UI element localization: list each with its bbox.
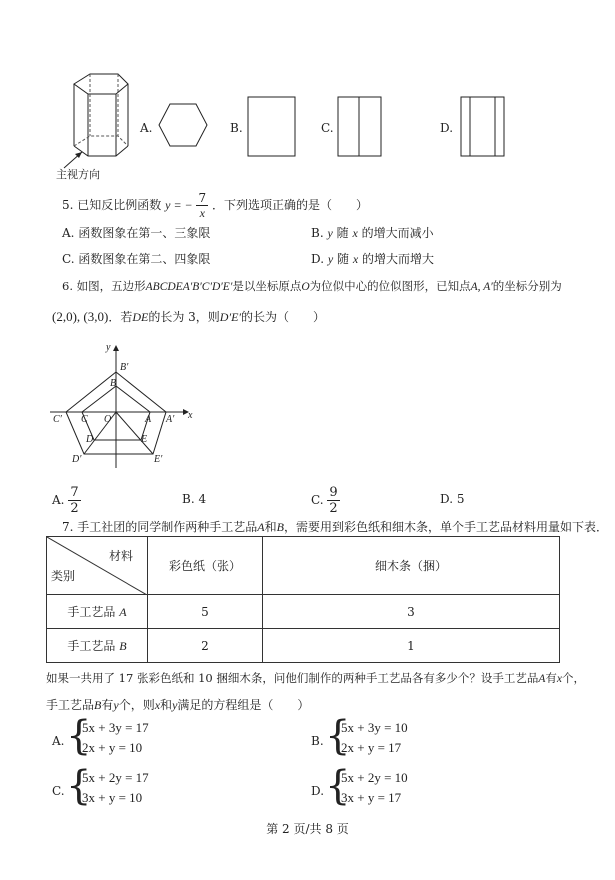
q5-fraction-denominator: x xyxy=(199,206,205,220)
q6-segment-dpep: D′E′ xyxy=(219,310,242,324)
graph-label-dp: D′ xyxy=(72,454,82,465)
graph-label-x: x xyxy=(188,410,193,421)
q6-text-f: 的长为 3，则 xyxy=(148,310,220,324)
q5-function-fraction xyxy=(196,192,208,219)
q7-option-b-eq1: 5x + 3y = 10 xyxy=(341,720,408,735)
q7-option-d-eq2: 3x + y = 17 xyxy=(341,790,402,805)
q6-text-b: 是以坐标原点 xyxy=(232,279,302,293)
q5-fraction-numerator: 7 xyxy=(198,191,207,205)
q6-option-a xyxy=(52,486,81,515)
q7-stem xyxy=(62,518,608,535)
q6-text-d: 的坐标分别为 xyxy=(492,279,562,293)
page-footer: 第 2 页/共 8 页 xyxy=(266,822,349,836)
q7-option-d-letter: D. xyxy=(311,784,325,798)
corner-diagonal xyxy=(47,537,147,595)
table-header-wood: 细木条（捆） xyxy=(263,537,560,595)
q7-text-a: 手工社团的同学制作两种手工艺品 xyxy=(77,520,258,534)
graph-label-a: A xyxy=(145,414,152,425)
q6-stem-line2 xyxy=(52,308,325,325)
q6-option-d xyxy=(440,492,464,506)
row-label-text: 手工艺品 xyxy=(67,605,116,619)
table-row xyxy=(47,595,560,629)
q7-after2-text-d: 和 xyxy=(160,698,173,712)
q5-option-a xyxy=(62,224,210,241)
q4-option-d-rectangle xyxy=(460,96,506,158)
q7-option-c-eq1: 5x + 2y = 17 xyxy=(82,770,149,785)
q5-option-a-letter: A. xyxy=(62,226,75,240)
q7-materials-table xyxy=(46,536,560,663)
q5-option-a-text: 函数图象在第一、三象限 xyxy=(78,226,211,240)
q7-after2-var-y: y xyxy=(113,698,119,712)
q5-option-d xyxy=(311,250,434,267)
graph-label-o: O xyxy=(104,414,112,425)
q6-text-g: 的长为（ ） xyxy=(241,310,326,324)
q6-option-c-den: 2 xyxy=(329,501,338,516)
q5-option-b-text-2: 的增大而减小 xyxy=(361,226,434,240)
q5-option-d-text-1: 随 xyxy=(337,252,350,266)
graph-label-e: E xyxy=(141,434,148,445)
brace-icon: { xyxy=(66,713,92,759)
q7-option-a-eq2: 2x + y = 10 xyxy=(82,740,143,755)
table-cell: 5 xyxy=(148,595,263,629)
q7-text-c: ，需要用到彩色纸和细木条，单个手工艺品材料用量如下表． xyxy=(284,520,609,534)
q7-after2-var-y2: y xyxy=(172,698,178,712)
q5-option-b-letter: B. xyxy=(311,226,324,240)
q7-item-b: B xyxy=(276,520,284,534)
table-cell: 1 xyxy=(263,629,560,663)
q5-option-b-var-x: x xyxy=(352,226,358,240)
q5-option-d-var-x: x xyxy=(352,252,359,266)
table-corner-bottom: 类别 xyxy=(51,569,76,583)
brace-icon: { xyxy=(325,763,351,809)
q6-segment-de: DE xyxy=(132,310,149,324)
q7-after2-text-c: 个，则 xyxy=(118,698,155,712)
graph-label-ap: A′ xyxy=(166,414,175,425)
brace-icon: { xyxy=(325,713,351,759)
q5-function-lhs: y = − xyxy=(165,198,193,212)
table-row-label xyxy=(47,595,148,629)
q5-option-c-text: 函数图象在第二、四象限 xyxy=(78,252,211,266)
q4-option-c-rectangle xyxy=(337,96,383,158)
q7-after1-text-c: 个， xyxy=(562,671,586,685)
table-header-paper: 彩色纸（张） xyxy=(148,537,263,595)
q6-stem-line1 xyxy=(62,278,562,294)
q7-after1-text: 如果一共用了 17 张彩色纸和 10 捆细木条，问他们制作的两种手工艺品各有多少个？设手工艺品 xyxy=(46,671,539,685)
q5-option-c-letter: C. xyxy=(62,252,75,266)
table-corner-top: 材料 xyxy=(108,549,133,563)
q7-option-b-letter: B. xyxy=(311,734,324,748)
table-corner-cell xyxy=(47,537,148,595)
hexagonal-prism-figure xyxy=(60,68,140,180)
q7-number: 7. xyxy=(62,520,74,534)
q7-after2-text-b: 有 xyxy=(101,698,114,712)
q5-option-c xyxy=(62,250,210,267)
q7-after2-var-x2: x xyxy=(154,698,161,712)
q6-coords: (2,0), (3,0) xyxy=(52,309,109,324)
q6-text-c: 为位似中心的位似图形，已知点 xyxy=(309,279,471,293)
graph-label-y: y xyxy=(106,342,111,353)
q6-option-c-num: 9 xyxy=(329,485,338,500)
table-row xyxy=(47,629,560,663)
q7-option-c-letter: C. xyxy=(52,784,65,798)
q7-option-c-eq2: 3x + y = 10 xyxy=(82,790,143,805)
q7-after1-text-b: 有 xyxy=(545,671,557,685)
q7-after-line1 xyxy=(46,670,585,686)
q6-option-a-num: 7 xyxy=(70,485,79,500)
q6-pentagon-2: A′B′C′D′E′ xyxy=(182,281,233,293)
q7-after1-var-a: A xyxy=(538,673,546,685)
q6-option-a-den: 2 xyxy=(70,501,79,516)
q6-option-c-fraction xyxy=(327,486,339,515)
graph-label-b: B xyxy=(110,378,117,389)
q7-option-b-eq2: 2x + y = 17 xyxy=(341,740,402,755)
q6-text-a: 如图，五边形 xyxy=(76,279,146,293)
row-label-var: B xyxy=(119,639,127,653)
q6-option-a-fraction xyxy=(68,486,80,515)
q4-option-a-letter: A. xyxy=(140,121,153,135)
q5-stem xyxy=(62,192,368,219)
q6-number: 6. xyxy=(62,279,73,293)
graph-label-d: D xyxy=(86,434,94,445)
q5-stem-before: 已知反比例函数 xyxy=(77,198,162,212)
q6-option-c xyxy=(311,486,340,515)
q5-option-d-letter: D. xyxy=(311,252,325,266)
q4-option-c-letter: C. xyxy=(321,121,334,135)
q7-option-d-eq1: 5x + 2y = 10 xyxy=(341,770,408,785)
table-cell: 3 xyxy=(263,595,560,629)
q5-option-d-text-2: 的增大而增大 xyxy=(362,252,435,266)
table-cell: 2 xyxy=(148,629,263,663)
q6-option-d-text: 5 xyxy=(456,492,465,506)
q7-after2-text-e: 满足的方程组是（ ） xyxy=(177,698,310,712)
q6-option-c-letter: C. xyxy=(311,493,324,507)
q4-option-b-letter: B. xyxy=(230,121,243,135)
q6-points: A, A′ xyxy=(470,281,493,293)
q5-option-d-var-y: y xyxy=(327,252,334,266)
q7-option-a-letter: A. xyxy=(52,734,65,748)
q6-text-e: ．若 xyxy=(108,310,133,324)
q7-after2-var-b: B xyxy=(94,698,102,712)
q7-after-line2 xyxy=(46,696,309,713)
graph-label-c: C xyxy=(81,414,88,425)
graph-label-bp: B′ xyxy=(120,362,129,373)
q6-option-d-letter: D. xyxy=(440,492,454,506)
view-direction-label: 主视方向 xyxy=(56,168,100,181)
table-row-label xyxy=(47,629,148,663)
q4-option-a-hexagon xyxy=(158,102,208,148)
q4-option-d-letter: D. xyxy=(440,121,454,135)
q6-option-a-letter: A. xyxy=(52,493,65,507)
brace-icon: { xyxy=(66,763,92,809)
graph-label-cp: C′ xyxy=(53,414,62,425)
row-label-var: A xyxy=(119,605,127,619)
q6-option-b-letter: B. xyxy=(182,492,195,506)
q5-number: 5. xyxy=(62,198,74,212)
q7-option-a-eq1: 5x + 3y = 17 xyxy=(82,720,149,735)
q7-text-b: 和 xyxy=(264,520,277,534)
q5-option-b-text-1: 随 xyxy=(336,226,349,240)
q6-coordinate-graph xyxy=(48,340,198,480)
q6-pentagon-1: ABCDE xyxy=(145,281,183,293)
q7-after1-var-x: x xyxy=(556,673,563,685)
q5-stem-after: ．下列选项正确的是（ ） xyxy=(211,198,368,212)
q6-origin: O xyxy=(301,281,310,293)
graph-label-ep: E′ xyxy=(154,454,163,465)
q4-option-b-rectangle xyxy=(247,96,297,158)
q7-item-a: A xyxy=(257,520,265,534)
q5-option-b xyxy=(311,224,434,241)
q5-option-b-var-y: y xyxy=(327,226,333,240)
q6-option-b-text: 4 xyxy=(198,492,207,506)
q7-after2-text-a: 手工艺品 xyxy=(46,698,95,712)
q6-option-b xyxy=(182,492,206,506)
row-label-text: 手工艺品 xyxy=(67,639,116,653)
